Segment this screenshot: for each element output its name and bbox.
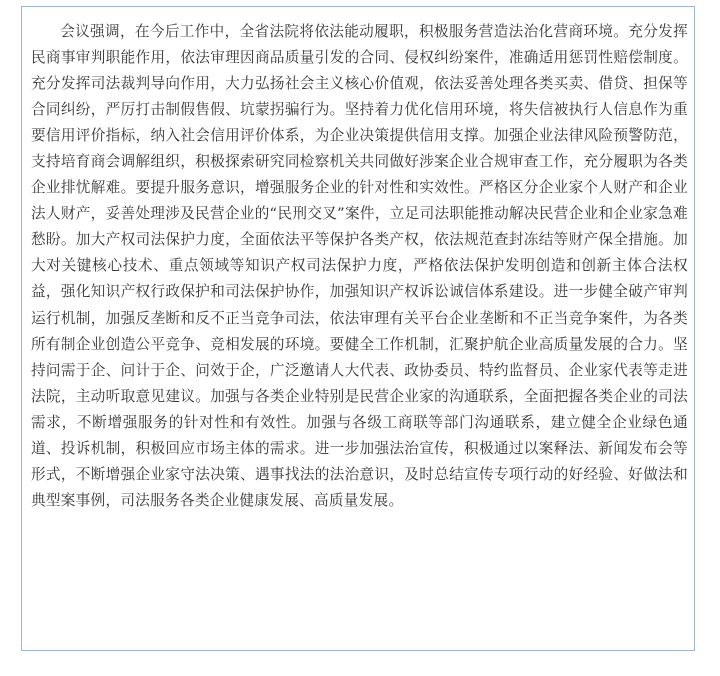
article-paragraph: 会议强调，在今后工作中，全省法院将依法能动履职，积极服务营造法治化营商环境。充分发挥民商事审判职能作用，依法审理因商品质量引发的合同、侵权纠纷案件，准确适用惩罚性赔偿制度。充分发挥司法裁判导向作用，大力弘扬社会主义核心价值观，依法妥善处理各类买卖、借贷、担保等合同纠纷，严厉打击制假售假、坑蒙拐骗行为。坚持着力优化信用环境，将失信被执行人信息作为重要信用评价指标，纳入社会信用评价体系，为企业决策提供信用支撑。加强企业法律风险预警防范，支持培育商会调解组织，积极探索研究同检察机关共同做好涉案企业合规审查工作，充分履职为各类企业排忧解难。要提升服务意识，增强服务企业的针对性和实效性。严格区分企业家个人财产和企业法人财产，妥善处理涉及民营企业的“民刑交叉”案件，立足司法职能推动解决民营企业和企业家急难愁盼。加大产权司法保护力度，全面依法平等保护各类产权，依法规范查封冻结等财产保全措施。加大对关键核心技术、重点领域等知识产权司法保护力度，严格依法保护发明创造和创新主体合法权益，强化知识产权行政保护和司法保护协作，加强知识产权诉讼诚信体系建设。进一步健全破产审判运行机制，加强反垄断和反不正当竞争司法，依法审理有关平台企业垄断和不正当竞争案件，为各类所有制企业创造公平竞争、竞相发展的环境。要健全工作机制，汇聚护航企业高质量发展的合力。坚持问需于企、问计于企、问效于企，广泛邀请人大代表、政协委员、特约监督员、企业家代表等走进法院，主动听取意见建议。加强与各类企业特别是民营企业家的沟通联系，全面把握各类企业的司法需求，不断增强服务的针对性和有效性。加强与各级工商联等部门沟通联系，建立健全企业绿色通道、投诉机制，积极回应市场主体的需求。进一步加强法治宣传，积极通过以案释法、新闻发布会等形式，不断增强企业家守法决策、遇事找法的法治意识，及时总结宣传专项行动的好经验、好做法和典型案事例，司法服务各类企业健康发展、高质量发展。 (31, 23, 688, 509)
